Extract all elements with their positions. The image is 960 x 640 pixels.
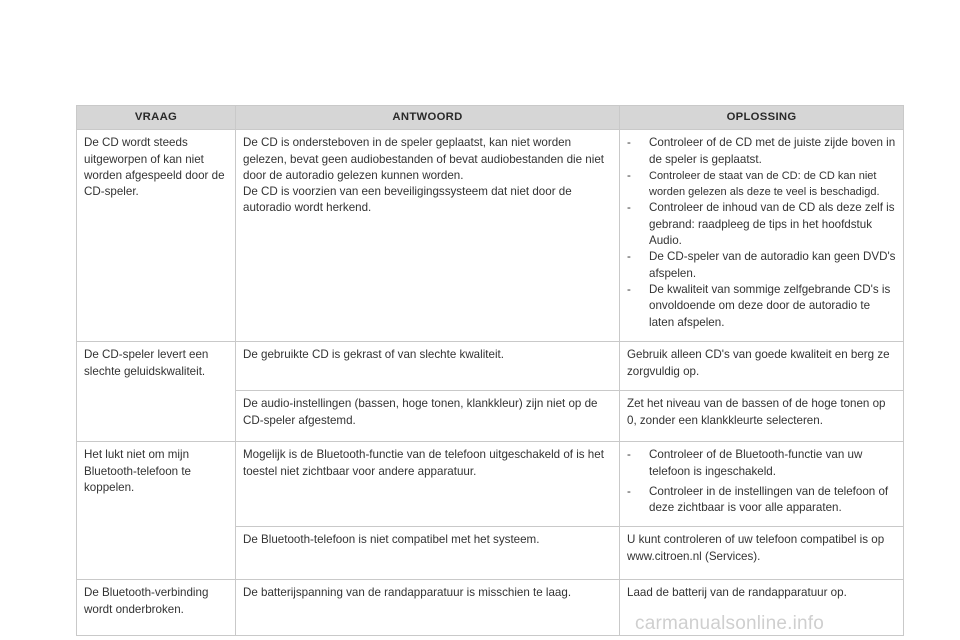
solution-cell: Laad de batterij van de randapparatuur op.	[620, 580, 904, 636]
watermark: carmanualsonline.info	[635, 613, 825, 634]
answer-text: De CD is voorzien van een beveiligingssysteem dat niet door de autoradio wordt herkend.	[243, 185, 572, 215]
table-row	[77, 130, 904, 342]
solution-list	[627, 135, 896, 331]
table-row	[77, 342, 904, 391]
list-item: - Controleer of de CD met de juiste zijde boven in de speler is geplaatst.	[627, 135, 896, 168]
answer-cell	[236, 130, 620, 342]
question-cell: De CD wordt steeds uitgeworpen of kan niet worden afgespeeld door de CD-speler.	[77, 130, 236, 342]
solution-cell: U kunt controleren of uw telefoon compatibel is op www.citroen.nl (Services).	[620, 527, 904, 580]
answer-cell: De Bluetooth-telefoon is niet compatibel met het systeem.	[236, 527, 620, 580]
header-answer: ANTWOORD	[236, 106, 620, 130]
solution-cell: Zet het niveau van de bassen of de hoge tonen op 0, zonder een klankkleurte selecteren.	[620, 391, 904, 442]
answer-cell: De audio-instellingen (bassen, hoge tonen, klankkleur) zijn niet op de CD-speler afgestemd.	[236, 391, 620, 442]
list-item-text: Controleer de staat van de CD: de CD kan niet worden gelezen als deze te veel is beschadigd.	[649, 169, 880, 199]
question-cell: De CD-speler levert een slechte geluidskwaliteit.	[77, 342, 236, 442]
faq-table	[76, 105, 904, 636]
solution-cell	[620, 130, 904, 342]
list-item: - De CD-speler van de autoradio kan geen DVD's afspelen.	[627, 249, 896, 282]
solution-list	[627, 447, 896, 516]
list-item: - De kwaliteit van sommige zelfgebrande CD's is onvoldoende om deze door de autoradio te laten afspelen.	[627, 282, 896, 331]
answer-cell: De gebruikte CD is gekrast of van slechte kwaliteit.	[236, 342, 620, 391]
answer-cell: Mogelijk is de Bluetooth-functie van de telefoon uitgeschakeld of is het toestel niet zichtbaar voor andere apparatuur.	[236, 442, 620, 527]
list-item: - Controleer in de instellingen van de telefoon of deze zichtbaar is voor alle apparaten.	[627, 484, 896, 517]
question-cell: Het lukt niet om mijn Bluetooth-telefoon te koppelen.	[77, 442, 236, 580]
list-item: - Controleer of de Bluetooth-functie van uw telefoon is ingeschakeld.	[627, 447, 896, 480]
solution-cell: Gebruik alleen CD's van goede kwaliteit en berg ze zorgvuldig op.	[620, 342, 904, 391]
list-item	[627, 168, 896, 201]
list-item: - Controleer de inhoud van de CD als deze zelf is gebrand: raadpleeg de tips in het hoofdstuk Audio.	[627, 200, 896, 249]
question-cell: De Bluetooth-verbinding wordt onderbroken.	[77, 580, 236, 636]
solution-cell	[620, 442, 904, 527]
header-question: VRAAG	[77, 106, 236, 130]
header-row	[77, 106, 904, 130]
table-row	[77, 442, 904, 527]
answer-cell: De batterijspanning van de randapparatuur is misschien te laag.	[236, 580, 620, 636]
header-solution: OPLOSSING	[620, 106, 904, 130]
answer-text: De CD is ondersteboven in de speler geplaatst, kan niet worden gelezen, bevat geen audiobestanden of bevat audiobestanden die niet door de autoradio gelezen kunnen worden.	[243, 136, 604, 182]
